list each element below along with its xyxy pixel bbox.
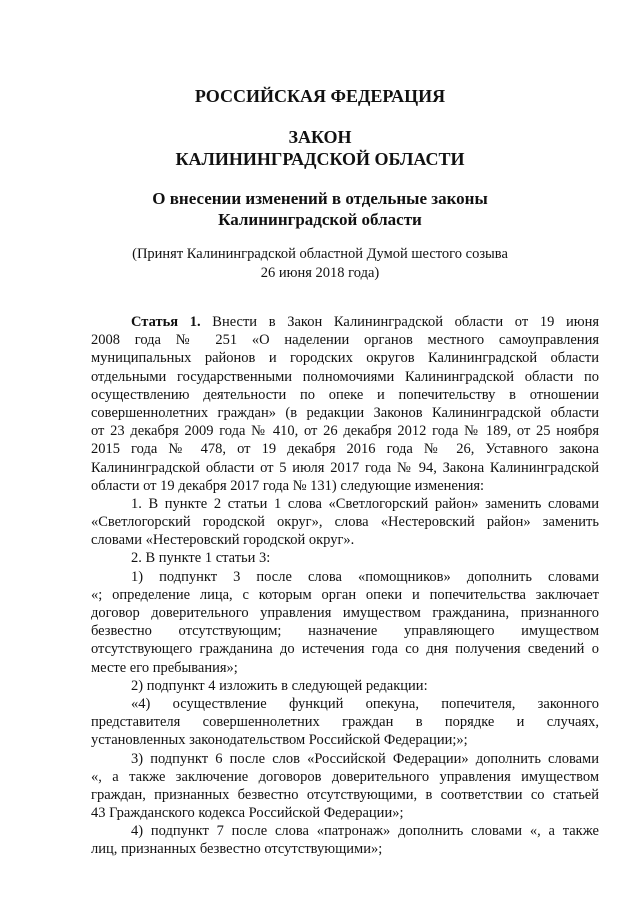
subitem-4-line: лиц, признанных безвестно отсутствующими»; [91,841,383,858]
subitem-2-line: представителя совершеннолетних граждан в порядке и случаях, [91,714,599,731]
adoption-note-line-2: 26 июня 2018 года) [260,265,380,281]
subitem-1-line: договор доверительного управления имуществом гражданина, признанного [91,605,599,621]
subitem-3-line: 3) подпункт 6 после слов «Российской Федерации» дополнить словами [131,750,599,767]
article-line: осуществлению деятельности по опеке и попечительству в отношении [91,386,599,403]
article-line: Калининградской области от 5 июля 2017 года № 94, Закона Калининградской [91,459,599,476]
item-1-line: «Светлогорский городской округ», слова «Нестеровский район» заменить [91,514,599,531]
subitem-3-line: 43 Гражданского кодекса Российской Федерации»; [91,805,404,822]
article-line: отдельными государственными полномочиями Калининградской области по [91,368,599,385]
article-first-line [91,313,599,331]
adoption-note-line-1: (Принят Калининградской областной Думой шестого созыва [132,246,508,262]
article-line: области от 19 декабря 2017 года № 131) следующие изменения: [91,477,485,494]
region-heading: КАЛИНИНГРАДСКОЙ ОБЛАСТИ [175,149,465,169]
article-first-line-text: Внести в Закон Калининградской области от 19 июня [212,314,599,330]
law-heading: ЗАКОН [288,127,352,147]
article-line: 2008 года № 251 «О наделении органов местного самоуправления [91,332,599,349]
subitem-2-line: 2) подпункт 4 изложить в следующей редакции: [131,677,428,694]
item-1-line: 1. В пункте 2 статьи 1 слова «Светлогорский район» заменить словами [131,495,599,512]
subitem-2-line: установленных законодательством Российской Федерации;»; [91,732,468,749]
subitem-2-line: «4) осуществление функций опекуна, попечителя, законного [131,695,599,712]
item-1-line: словами «Нестеровский городской округ». [91,532,355,549]
subitem-1-line: месте его пребывания»; [91,659,238,676]
subitem-4-line: 4) подпункт 7 после слова «патронаж» дополнить словами «, а также [131,823,599,840]
subitem-3-line: «, а также заключение договоров доверительного управления имуществом [91,768,599,785]
subitem-3-line: граждан, признанных безвестно отсутствующими, в соответствии со статьей [91,786,599,803]
subitem-1-line: безвестно отсутствующим; назначение управляющего имуществом [91,623,599,640]
article-body [91,313,599,859]
article-line: 2015 года № 478, от 19 декабря 2016 года № 26, Уставного закона [91,441,599,458]
country-heading: РОССИЙСКАЯ ФЕДЕРАЦИЯ [194,86,446,106]
subitem-1-line: 1) подпункт 3 после слова «помощников» дополнить словами [131,568,599,585]
article-line: совершеннолетних граждан» (в редакции Законов Калининградской области [91,404,599,421]
subitem-1-line: «; определение лица, с которым орган опеки и попечительства заключает [91,586,599,603]
article-label: Статья 1. [131,314,201,330]
article-line: от 23 декабря 2009 года № 410, от 26 декабря 2012 года № 189, от 25 ноября [91,423,599,440]
subitem-1-line: отсутствующего гражданина до истечения года со дня получения сведений о [91,641,599,658]
subject-title-line-1: О внесении изменений в отдельные законы [152,189,488,208]
article-line: муниципальных районов и городских округов Калининградской области [91,350,599,367]
subject-title-line-2: Калининградской области [218,210,422,229]
item-2-title: 2. В пункте 1 статьи 3: [131,550,271,567]
